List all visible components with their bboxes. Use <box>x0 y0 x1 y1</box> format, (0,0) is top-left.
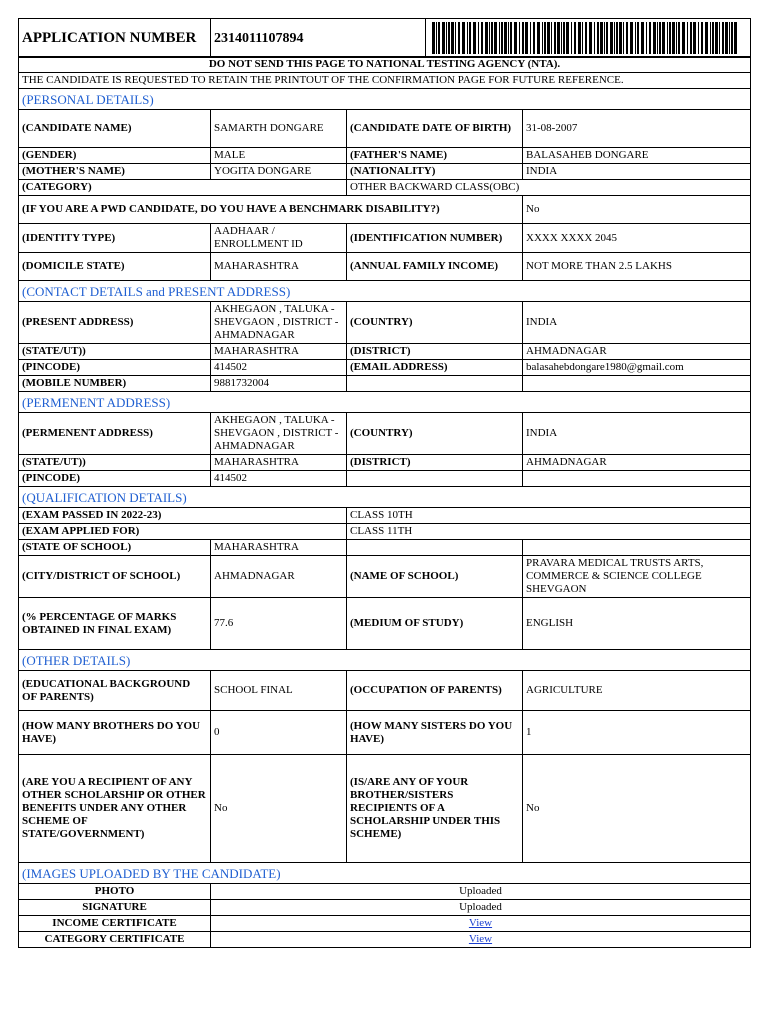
section-qualification-title: (QUALIFICATION DETAILS) <box>19 487 751 508</box>
country-label: (COUNTRY) <box>347 302 523 344</box>
barcode-cell <box>426 19 751 58</box>
identification-number-value: XXXX XXXX 2045 <box>523 224 751 253</box>
brothers-value: 0 <box>211 711 347 755</box>
pwd-label: (IF YOU ARE A PWD CANDIDATE, DO YOU HAVE A BENCHMARK DISABILITY?) <box>19 196 523 224</box>
empty-cell <box>347 471 523 487</box>
district-value: AHMADNAGAR <box>523 344 751 360</box>
father-name-value: BALASAHEB DONGARE <box>523 148 751 164</box>
school-city-label: (CITY/DISTRICT OF SCHOOL) <box>19 556 211 598</box>
permanent-country-value: INDIA <box>523 413 751 455</box>
domicile-state-label: (DOMICILE STATE) <box>19 253 211 281</box>
school-state-value: MAHARASHTRA <box>211 540 347 556</box>
scholarship-label: (ARE YOU A RECIPIENT OF ANY OTHER SCHOLARSHIP OR OTHER BENEFITS UNDER ANY OTHER SCHEME OF STATE/GOVERNMENT) <box>19 755 211 863</box>
state-value: MAHARASHTRA <box>211 344 347 360</box>
scholarship-value: No <box>211 755 347 863</box>
category-certificate-cell <box>211 932 751 948</box>
permanent-address-value: AKHEGAON , TALUKA - SHEVGAON , DISTRICT - AHMADNAGAR <box>211 413 347 455</box>
marks-label: (% PERCENTAGE OF MARKS OBTAINED IN FINAL EXAM) <box>19 598 211 650</box>
section-personal-title: (PERSONAL DETAILS) <box>19 89 751 110</box>
annual-income-label: (ANNUAL FAMILY INCOME) <box>347 253 523 281</box>
photo-status: Uploaded <box>211 884 751 900</box>
category-certificate-view-link[interactable]: View <box>468 933 493 945</box>
notice-line2: THE CANDIDATE IS REQUESTED TO RETAIN THE PRINTOUT OF THE CONFIRMATION PAGE FOR FUTURE REFERENCE. <box>19 73 751 89</box>
exam-applied-label: (EXAM APPLIED FOR) <box>19 524 347 540</box>
category-label: (CATEGORY) <box>19 180 347 196</box>
income-certificate-label: INCOME CERTIFICATE <box>19 916 211 932</box>
gender-label: (GENDER) <box>19 148 211 164</box>
state-label: (STATE/UT)) <box>19 344 211 360</box>
siblings-scholarship-value: No <box>523 755 751 863</box>
empty-cell <box>523 540 751 556</box>
photo-label: PHOTO <box>19 884 211 900</box>
section-other-title: (OTHER DETAILS) <box>19 650 751 671</box>
mother-name-label: (MOTHER'S NAME) <box>19 164 211 180</box>
identity-type-value: AADHAAR / ENROLLMENT ID <box>211 224 347 253</box>
school-state-label: (STATE OF SCHOOL) <box>19 540 211 556</box>
section-contact-title: (CONTACT DETAILS and PRESENT ADDRESS) <box>19 281 751 302</box>
pincode-label: (PINCODE) <box>19 360 211 376</box>
permanent-state-value: MAHARASHTRA <box>211 455 347 471</box>
application-number-value: 2314011107894 <box>211 19 426 58</box>
header-table <box>18 18 751 58</box>
empty-cell <box>347 376 523 392</box>
parents-education-label: (EDUCATIONAL BACKGROUND OF PARENTS) <box>19 671 211 711</box>
permanent-pincode-label: (PINCODE) <box>19 471 211 487</box>
medium-label: (MEDIUM OF STUDY) <box>347 598 523 650</box>
present-address-label: (PRESENT ADDRESS) <box>19 302 211 344</box>
income-certificate-view-link[interactable]: View <box>468 917 493 929</box>
medium-value: ENGLISH <box>523 598 751 650</box>
candidate-name-value: SAMARTH DONGARE <box>211 110 347 148</box>
candidate-name-label: (CANDIDATE NAME) <box>19 110 211 148</box>
permanent-address-label: (PERMENENT ADDRESS) <box>19 413 211 455</box>
country-value: INDIA <box>523 302 751 344</box>
signature-label: SIGNATURE <box>19 900 211 916</box>
dob-value: 31-08-2007 <box>523 110 751 148</box>
district-label: (DISTRICT) <box>347 344 523 360</box>
empty-cell <box>523 376 751 392</box>
email-value: balasahebdongare1980@gmail.com <box>523 360 751 376</box>
marks-value: 77.6 <box>211 598 347 650</box>
empty-cell <box>523 471 751 487</box>
mother-name-value: YOGITA DONGARE <box>211 164 347 180</box>
identification-number-label: (IDENTIFICATION NUMBER) <box>347 224 523 253</box>
nationality-value: INDIA <box>523 164 751 180</box>
parents-occupation-label: (OCCUPATION OF PARENTS) <box>347 671 523 711</box>
identity-type-label: (IDENTITY TYPE) <box>19 224 211 253</box>
present-address-value: AKHEGAON , TALUKA - SHEVGAON , DISTRICT - AHMADNAGAR <box>211 302 347 344</box>
permanent-district-value: AHMADNAGAR <box>523 455 751 471</box>
sisters-value: 1 <box>523 711 751 755</box>
category-value: OTHER BACKWARD CLASS(OBC) <box>347 180 751 196</box>
mobile-value: 9881732004 <box>211 376 347 392</box>
school-name-value: PRAVARA MEDICAL TRUSTS ARTS, COMMERCE & SCIENCE COLLEGE SHEVGAON <box>523 556 751 598</box>
permanent-country-label: (COUNTRY) <box>347 413 523 455</box>
parents-occupation-value: AGRICULTURE <box>523 671 751 711</box>
permanent-state-label: (STATE/UT)) <box>19 455 211 471</box>
notice-line1: DO NOT SEND THIS PAGE TO NATIONAL TESTING AGENCY (NTA). <box>19 57 751 73</box>
nationality-label: (NATIONALITY) <box>347 164 523 180</box>
section-images-title: (IMAGES UPLOADED BY THE CANDIDATE) <box>19 863 751 884</box>
parents-education-value: SCHOOL FINAL <box>211 671 347 711</box>
mobile-label: (MOBILE NUMBER) <box>19 376 211 392</box>
exam-passed-value: CLASS 10TH <box>347 508 751 524</box>
domicile-state-value: MAHARASHTRA <box>211 253 347 281</box>
brothers-label: (HOW MANY BROTHERS DO YOU HAVE) <box>19 711 211 755</box>
application-number-label: APPLICATION NUMBER <box>19 19 211 58</box>
exam-applied-value: CLASS 11TH <box>347 524 751 540</box>
income-certificate-cell <box>211 916 751 932</box>
category-certificate-label: CATEGORY CERTIFICATE <box>19 932 211 948</box>
pwd-value: No <box>523 196 751 224</box>
annual-income-value: NOT MORE THAN 2.5 LAKHS <box>523 253 751 281</box>
dob-label: (CANDIDATE DATE OF BIRTH) <box>347 110 523 148</box>
pincode-value: 414502 <box>211 360 347 376</box>
school-name-label: (NAME OF SCHOOL) <box>347 556 523 598</box>
exam-passed-label: (EXAM PASSED IN 2022-23) <box>19 508 347 524</box>
gender-value: MALE <box>211 148 347 164</box>
permanent-district-label: (DISTRICT) <box>347 455 523 471</box>
form-table <box>18 56 751 948</box>
empty-cell <box>347 540 523 556</box>
signature-status: Uploaded <box>211 900 751 916</box>
siblings-scholarship-label: (IS/ARE ANY OF YOUR BROTHER/SISTERS RECIPIENTS OF A SCHOLARSHIP UNDER THIS SCHEME) <box>347 755 523 863</box>
permanent-pincode-value: 414502 <box>211 471 347 487</box>
email-label: (EMAIL ADDRESS) <box>347 360 523 376</box>
section-permanent-title: (PERMENENT ADDRESS) <box>19 392 751 413</box>
barcode-icon <box>430 21 740 55</box>
father-name-label: (FATHER'S NAME) <box>347 148 523 164</box>
sisters-label: (HOW MANY SISTERS DO YOU HAVE) <box>347 711 523 755</box>
school-city-value: AHMADNAGAR <box>211 556 347 598</box>
